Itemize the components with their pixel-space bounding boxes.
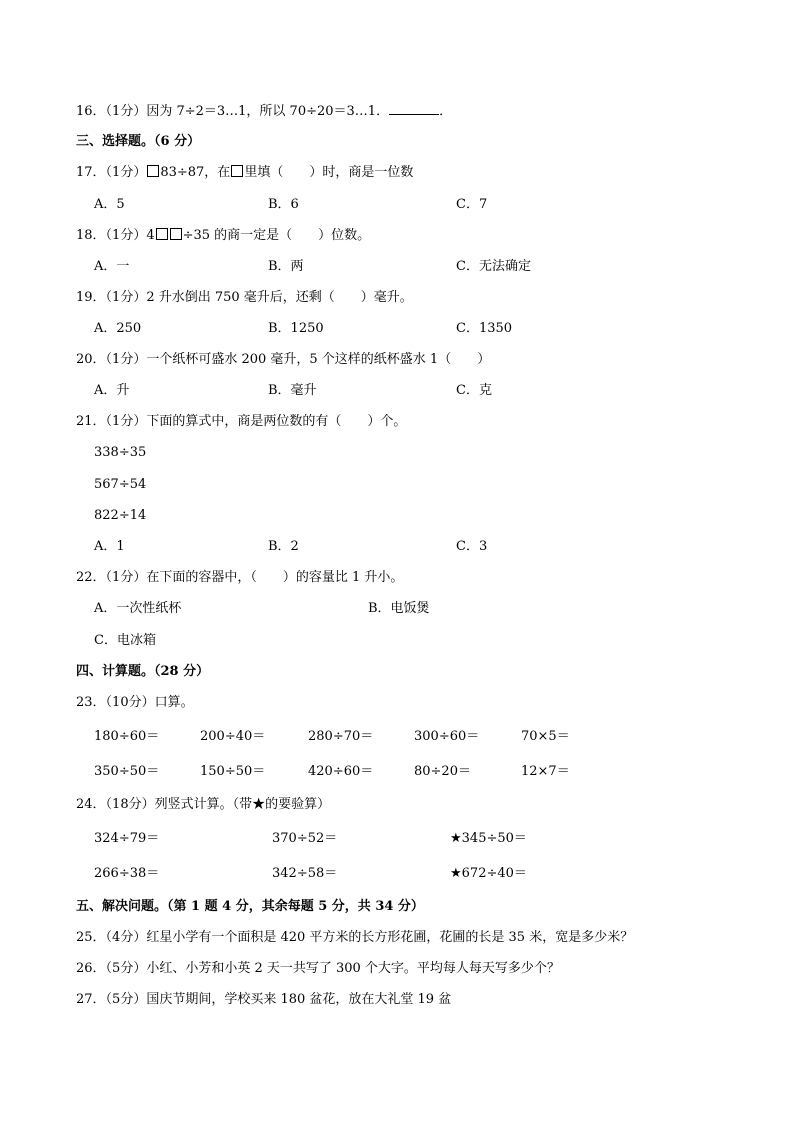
option-a: A．5 bbox=[94, 197, 125, 212]
oral-calc-item: 300÷60＝ bbox=[414, 729, 480, 744]
question-22: 22．（1分）在下面的容器中，（ ）的容量比 1 升小。 bbox=[76, 570, 404, 585]
question-25: 25．（4分）红星小学有一个面积是 420 平方米的长方形花圃，花圃的长是 35 米，宽是多少米？ bbox=[76, 930, 634, 945]
option-b: B．毫升 bbox=[268, 383, 317, 398]
section-5-title: 五、解决问题。（第 1 题 4 分，其余每题 5 分，共 34 分） bbox=[76, 899, 424, 914]
oral-calc-item: 80÷20＝ bbox=[414, 764, 471, 779]
expression: 822÷14 bbox=[94, 508, 147, 523]
vertical-calc-item: 324÷79＝ bbox=[94, 831, 160, 846]
vertical-calc-item: 342÷58＝ bbox=[272, 866, 338, 881]
question-24: 24．（18分）列竖式计算。（带★的要验算） bbox=[76, 797, 331, 812]
option-c: C．7 bbox=[456, 197, 488, 212]
oral-calc-item: 12×7＝ bbox=[521, 764, 570, 779]
blank-box bbox=[170, 228, 182, 240]
blank-box bbox=[147, 165, 159, 177]
vertical-calc-item: 370÷52＝ bbox=[272, 831, 338, 846]
option-c: C．3 bbox=[456, 539, 488, 554]
option-c: C．1350 bbox=[456, 321, 513, 336]
oral-calc-item: 280÷70＝ bbox=[308, 729, 374, 744]
option-b: B．2 bbox=[268, 539, 299, 554]
option-b: B．电饭煲 bbox=[368, 601, 430, 616]
option-a: A．升 bbox=[94, 383, 130, 398]
oral-calc-item: 200÷40＝ bbox=[200, 729, 266, 744]
option-c: C．无法确定 bbox=[456, 259, 531, 274]
oral-calc-item: 420÷60＝ bbox=[308, 764, 374, 779]
vertical-calc-item: 266÷38＝ bbox=[94, 866, 160, 881]
section-3-title: 三、选择题。（6 分） bbox=[76, 134, 201, 149]
option-a: A．一 bbox=[94, 259, 130, 274]
question-23: 23．（10分）口算。 bbox=[76, 695, 194, 710]
question-21: 21．（1分）下面的算式中，商是两位数的有（ ）个。 bbox=[76, 414, 407, 429]
vertical-calc-item: ★345÷50＝ bbox=[450, 831, 527, 846]
question-26: 26．（5分）小红、小芳和小英 2 天一共写了 300 个大字。平均每人每天写多少个？ bbox=[76, 961, 560, 976]
expression: 567÷54 bbox=[94, 477, 147, 492]
option-c: C．电冰箱 bbox=[94, 633, 156, 648]
blank-box bbox=[156, 228, 168, 240]
option-a: A．1 bbox=[94, 539, 125, 554]
question-19: 19．（1分）2 升水倒出 750 毫升后，还剩（ ）毫升。 bbox=[76, 290, 413, 305]
question-18: 18．（1分）4 ÷35 的商一定是（ ）位数。 bbox=[76, 228, 371, 243]
question-17: 17．（1分） 83÷87，在 里填（ ）时，商是一位数 bbox=[76, 165, 414, 180]
option-c: C．克 bbox=[456, 383, 492, 398]
blank-box bbox=[231, 165, 243, 177]
oral-calc-item: 70×5＝ bbox=[521, 729, 570, 744]
question-20: 20．（1分）一个纸杯可盛水 200 毫升，5 个这样的纸杯盛水 1（ ） bbox=[76, 352, 491, 367]
question-27: 27．（5分）国庆节期间，学校买来 180 盆花，放在大礼堂 19 盆 bbox=[76, 992, 452, 1007]
oral-calc-item: 150÷50＝ bbox=[200, 764, 266, 779]
option-a: A．250 bbox=[94, 321, 142, 336]
question-16: 16．（1分）因为 7÷2＝3…1，所以 70÷20＝3…1． ． bbox=[76, 104, 453, 119]
section-4-title: 四、计算题。（28 分） bbox=[76, 664, 210, 679]
option-b: B．6 bbox=[268, 197, 299, 212]
answer-blank[interactable] bbox=[389, 102, 439, 115]
oral-calc-item: 350÷50＝ bbox=[94, 764, 160, 779]
option-b: B．1250 bbox=[268, 321, 324, 336]
option-a: A．一次性纸杯 bbox=[94, 601, 182, 616]
option-b: B．两 bbox=[268, 259, 304, 274]
oral-calc-item: 180÷60＝ bbox=[94, 729, 160, 744]
vertical-calc-item: ★672÷40＝ bbox=[450, 866, 527, 881]
expression: 338÷35 bbox=[94, 445, 147, 460]
